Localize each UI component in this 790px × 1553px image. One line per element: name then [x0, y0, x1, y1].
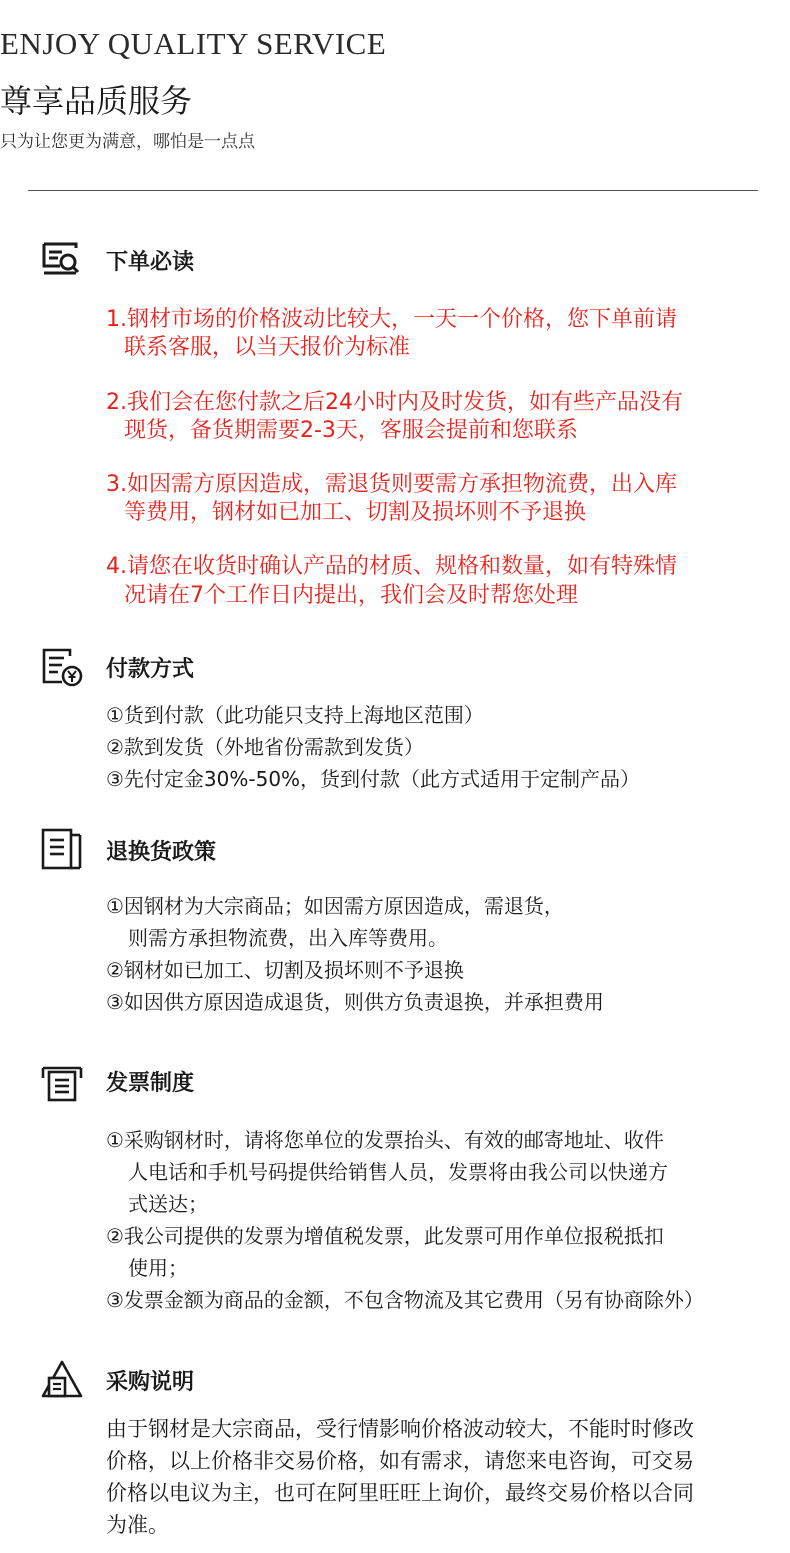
invoice-line-4: ②我公司提供的发票为增值税发票，此发票可用作单位报税抵扣 — [106, 1224, 664, 1248]
purchase-line-2: 价格，以上价格非交易价格，如有需求，请您来电咨询，可交易 — [106, 1449, 694, 1473]
chinese-title: 尊享品质服务 — [0, 82, 193, 120]
invoice-line-1: ①采购钢材时，请将您单位的发票抬头、有效的邮寄地址、收件 — [106, 1128, 664, 1152]
returns-line-1: ①因钢材为大宗商品；如因需方原因造成，需退货， — [106, 894, 564, 918]
payment-yen-icon — [40, 644, 84, 688]
notice-icon — [40, 1358, 84, 1402]
search-list-icon — [40, 238, 84, 282]
payment-line-3: ③先付定金30%-50%，货到付款（此方式适用于定制产品） — [106, 767, 641, 791]
order-line-3: 2.我们会在您付款之后24小时内及时发货，如有些产品没有 — [106, 390, 683, 415]
section-title-purchase: 采购说明 — [106, 1370, 195, 1395]
purchase-line-1: 由于钢材是大宗商品，受行情影响价格波动较大，不能时时修改 — [106, 1417, 694, 1441]
order-line-5: 3.如因需方原因造成，需退货则要需方承担物流费，出入库 — [106, 472, 677, 497]
returns-line-3: ②钢材如已加工、切割及损坏则不予退换 — [106, 958, 464, 982]
section-title-returns: 退换货政策 — [106, 840, 217, 865]
invoice-icon — [40, 1060, 84, 1104]
order-line-2: 联系客服，以当天报价为标准 — [124, 335, 411, 360]
section-title-invoice: 发票制度 — [106, 1071, 195, 1096]
english-title: ENJOY QUALITY SERVICE — [0, 26, 387, 61]
section-title-payment: 付款方式 — [106, 657, 195, 682]
returns-line-4: ③如因供方原因造成退货，则供方负责退换，并承担费用 — [106, 990, 604, 1014]
returns-line-2: 则需方承担物流费，出入库等费用。 — [128, 926, 448, 950]
order-line-8: 况请在7个工作日内提出，我们会及时帮您处理 — [124, 583, 578, 608]
invoice-line-5: 使用； — [128, 1256, 188, 1280]
invoice-line-3: 式送达； — [128, 1192, 208, 1216]
purchase-line-4: 为准。 — [106, 1513, 169, 1537]
header-divider — [28, 190, 758, 191]
section-title-order: 下单必读 — [106, 250, 195, 275]
payment-line-1: ①货到付款（此功能只支持上海地区范围） — [106, 703, 484, 727]
invoice-line-2: 人电话和手机号码提供给销售人员，发票将由我公司以快递方 — [128, 1160, 668, 1184]
payment-line-2: ②款到发货（外地省份需款到发货） — [106, 735, 424, 759]
purchase-line-3: 价格以电议为主，也可在阿里旺旺上询价，最终交易价格以合同 — [106, 1481, 694, 1505]
subtitle: 只为让您更为满意，哪怕是一点点 — [0, 132, 255, 152]
order-line-6: 等费用，钢材如已加工、切割及损坏则不予退换 — [124, 500, 587, 525]
order-line-7: 4.请您在收货时确认产品的材质、规格和数量，如有特殊情 — [106, 554, 677, 579]
invoice-line-6: ③发票金额为商品的金额，不包含物流及其它费用（另有协商除外） — [106, 1288, 704, 1312]
order-line-1: 1.钢材市场的价格波动比较大，一天一个价格，您下单前请 — [106, 307, 677, 332]
document-icon — [40, 827, 84, 871]
order-line-4: 现货，备货期需要2-3天，客服会提前和您联系 — [124, 418, 578, 443]
